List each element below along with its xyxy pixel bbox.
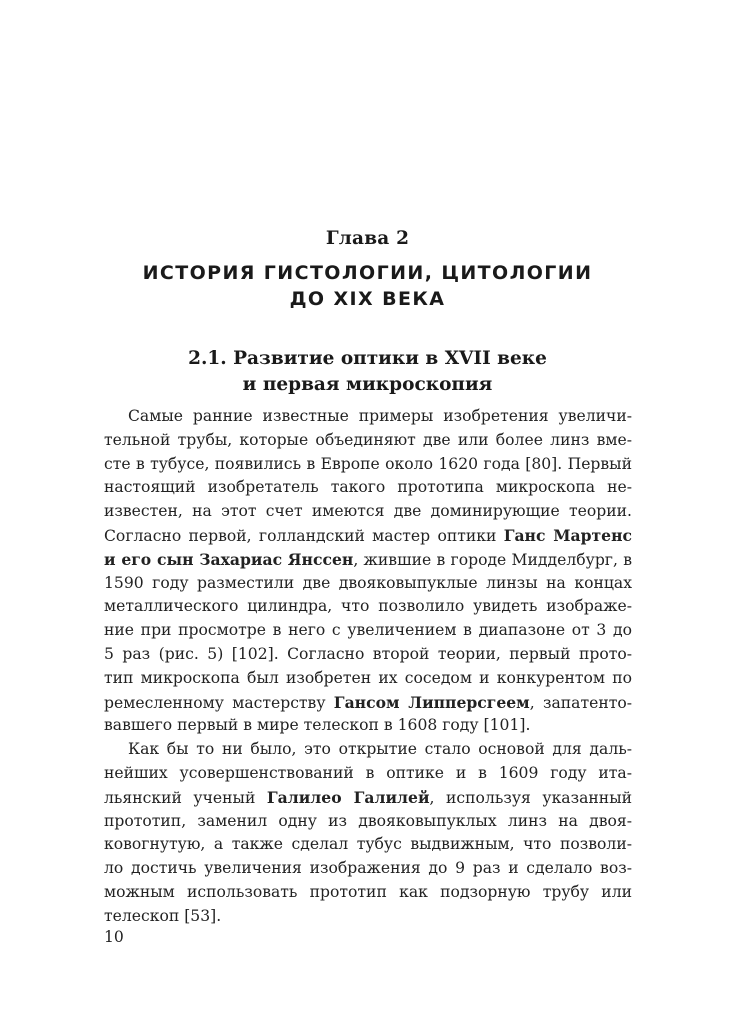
text-line bbox=[104, 881, 632, 905]
text-run: телескоп [53]. bbox=[104, 906, 222, 925]
text-run: сте в тубусе, появились в Европе около 1620 года [80]. Первый bbox=[104, 454, 632, 473]
text-run: , запатенто- bbox=[529, 693, 632, 712]
text-line bbox=[104, 643, 632, 667]
text-run: тельной трубы, которые объединяют две или более линз вме- bbox=[104, 430, 632, 449]
paragraph bbox=[104, 738, 632, 928]
text-run: , используя указанный bbox=[429, 788, 632, 807]
text-line bbox=[104, 572, 632, 596]
text-run: нейших усовершенствований в оптике и в 1609 году ита- bbox=[104, 763, 632, 782]
text-line bbox=[104, 905, 632, 929]
text-run: известен, на этот счет имеются две доминирующие теории. bbox=[104, 502, 632, 521]
text-run: прототип, заменил одну из двояковыпуклых линз на двоя- bbox=[104, 811, 632, 830]
text-line bbox=[104, 857, 632, 881]
text-run: вавшего первый в мире телескоп в 1608 году [101]. bbox=[104, 716, 531, 735]
bold-name: Галилео Галилей bbox=[266, 787, 430, 807]
text-line bbox=[104, 810, 632, 834]
chapter-title bbox=[110, 260, 625, 312]
text-line bbox=[104, 667, 632, 691]
text-run: ковогнутую, а также сделал тубус выдвижным, что позволи- bbox=[104, 835, 632, 854]
bold-name: и его сын Захариас Янссен bbox=[104, 549, 354, 569]
page-number: 10 bbox=[104, 928, 124, 946]
text-line bbox=[104, 738, 632, 762]
section-title bbox=[110, 346, 625, 398]
section-title-line: 2.1. Развитие оптики в XVII веке bbox=[188, 348, 547, 369]
text-line bbox=[104, 476, 632, 500]
text-line bbox=[104, 714, 632, 738]
bold-name: Ганс Мартенс bbox=[503, 525, 632, 545]
bold-name: Гансом Липперсгеем bbox=[333, 692, 530, 712]
text-run: , жившие в городе Мидделбург, в bbox=[353, 550, 632, 569]
text-line bbox=[104, 405, 632, 429]
text-line bbox=[104, 429, 632, 453]
text-run: 1590 году разместили две двояковыпуклые линзы на концах bbox=[104, 573, 632, 592]
text-run: Самые ранние известные примеры изобретения увеличи- bbox=[128, 407, 632, 425]
text-run: можным использовать прототип как подзорную трубу или bbox=[104, 882, 632, 901]
text-run: Согласно первой, голландский мастер оптики bbox=[104, 526, 504, 545]
text-line bbox=[104, 524, 632, 548]
text-run: тип микроскопа был изобретен их соседом и конкурентом по bbox=[104, 668, 632, 687]
body-text bbox=[104, 405, 632, 929]
text-run: металлического цилиндра, что позволило увидеть изображе- bbox=[104, 597, 632, 616]
text-line bbox=[104, 833, 632, 857]
text-run: 5 раз (рис. 5) [102]. Согласно второй теории, первый прото- bbox=[104, 644, 632, 663]
text-run: Как бы то ни было, это открытие стало основой для даль- bbox=[128, 740, 632, 759]
text-run: ние при просмотре в него с увеличением в диапазоне от 3 до bbox=[104, 621, 632, 640]
text-line bbox=[104, 762, 632, 786]
text-run: настоящий изобретатель такого прототипа микроскопа не- bbox=[104, 478, 632, 497]
text-run: ремесленному мастерству bbox=[104, 693, 334, 712]
chapter-title-line: ДО XIX ВЕКА bbox=[289, 288, 446, 310]
chapter-label: Глава 2 bbox=[325, 228, 410, 249]
text-line bbox=[104, 500, 632, 524]
paragraph bbox=[104, 405, 632, 738]
text-line bbox=[104, 595, 632, 619]
text-run: льянский ученый bbox=[104, 788, 267, 807]
text-line bbox=[104, 453, 632, 477]
chapter-title-line: ИСТОРИЯ ГИСТОЛОГИИ, ЦИТОЛОГИИ bbox=[142, 262, 593, 284]
text-line bbox=[104, 691, 632, 715]
text-run: ло достичь увеличения изображения до 9 раз и сделало воз- bbox=[104, 859, 632, 878]
text-line bbox=[104, 786, 632, 810]
text-line bbox=[104, 548, 632, 572]
section-title-line: и первая микроскопия bbox=[242, 374, 493, 395]
text-line bbox=[104, 619, 632, 643]
